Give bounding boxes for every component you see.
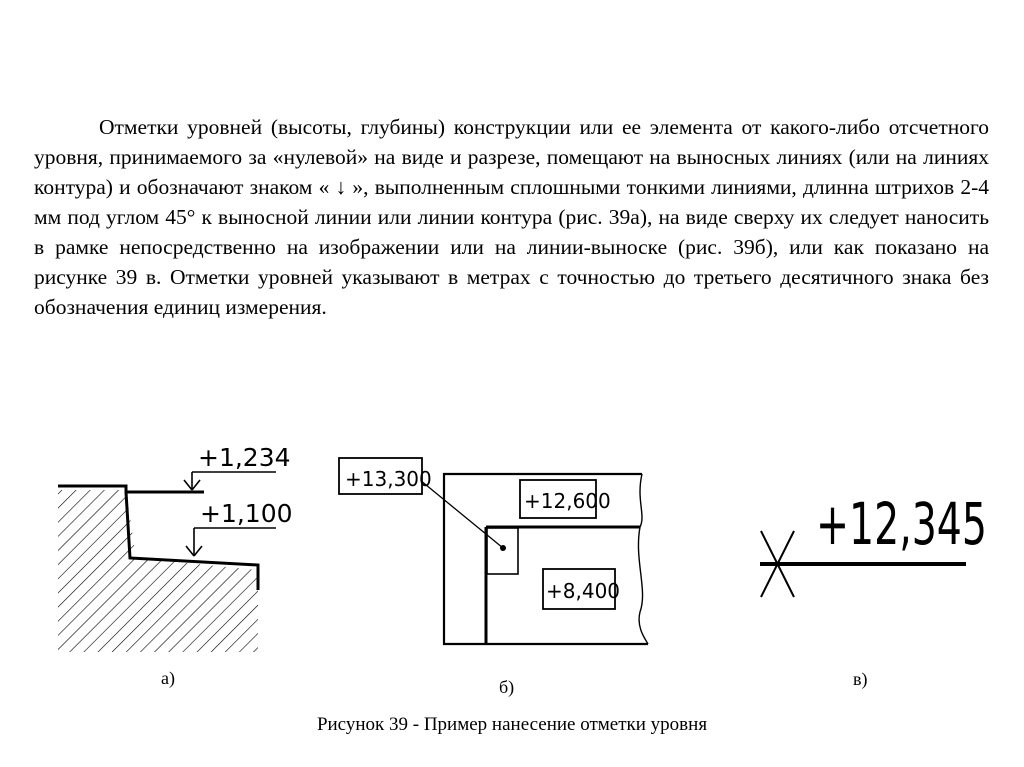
leader-line <box>420 480 503 548</box>
figure-caption: Рисунок 39 - Пример нанесение отметки уровня <box>316 714 708 735</box>
figure-a-section <box>58 443 293 652</box>
break-line <box>638 474 648 644</box>
figure-b-plan <box>339 458 648 644</box>
mark-v: +12,345 <box>816 490 987 559</box>
level-mark-bottom <box>186 499 293 556</box>
figure-v-mark <box>760 490 987 597</box>
label-a: а) <box>161 668 175 688</box>
mark-a-top: +1,234 <box>198 443 291 472</box>
mark-b-top: +12,600 <box>524 489 611 513</box>
mark-b-bottom: +8,400 <box>546 579 621 603</box>
label-b: б) <box>499 677 515 697</box>
level-mark-top <box>184 443 291 490</box>
body-paragraph: Отметки уровней (высоты, глубины) конструкции или ее элемента от какого-либо отсчетного уровня, принимаемого за «нулевой» на виде и разрезе, помещают на выносных линиях (или на линиях контура) и обозначают знаком « ↓ », выполненным сплошными тонкими линиями, длинна штрихов 2-4 мм под углом 45° к выносной линии или линии контура (рис. 39а), на виде сверху их следует наносить в рамке непосредственно на изображении или на линии-выноске (рис. 39б), или как показано на рисунке 39 в. Отметки уровней указывают в метрах с точностью до третьего десятичного знака без обозначения единиц измерения. <box>34 115 989 319</box>
mark-a-bottom: +1,100 <box>200 499 293 528</box>
label-v: в) <box>853 669 868 689</box>
element-frame <box>487 528 518 574</box>
mark-b-leader: +13,300 <box>345 467 432 491</box>
